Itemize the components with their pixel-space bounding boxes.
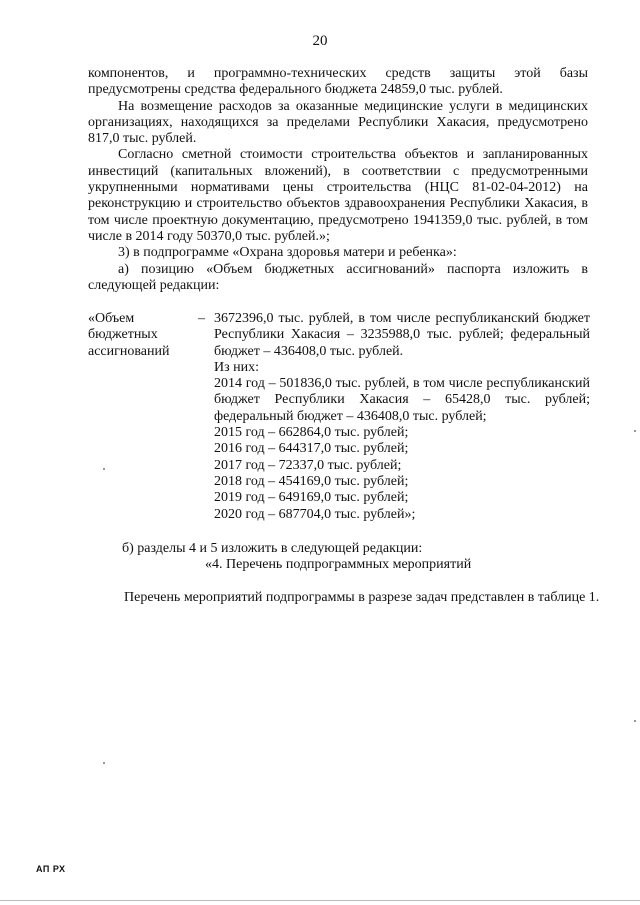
section-b-instruction: б) разделы 4 и 5 изложить в следующей редакции: [122,541,423,556]
paragraph-subprogram: 3) в подпрограмме «Охрана здоровья матери и ребенка»: [118,245,457,261]
passport-label-line: ассигнований [88,343,170,359]
passport-of-them: Из них: [214,359,260,375]
passport-dash: – [198,311,205,326]
table-reference: Перечень мероприятий подпрограммы в разрезе задач представлен в таблице 1. [124,590,600,605]
passport-label-line: бюджетных [88,327,158,343]
passport-year-2014: 2014 год – 501836,0 тыс. рублей, в том числе республиканский бюджет Республики Хакасия – 65428,0 тыс. рублей; федеральный бюджет – 436408,0 тыс. рублей; [214,376,590,424]
passport-year-item: 2016 год – 644317,0 тыс. рублей; [214,441,409,457]
passport-total: 3672396,0 тыс. рублей, в том числе республиканский бюджет Республики Хакасия – 3235988,0 тыс. рублей; федеральный бюджет – 436408,0 тыс. рублей. [214,311,590,359]
scan-speck [634,430,636,432]
paragraph-federal-funds: предусмотрены средства федерального бюджета 24859,0 тыс. рублей. [88,82,503,98]
paragraph-continuation: компонентов, и программно-технических средств защиты этой базы [88,66,588,81]
page-bottom-edge [0,900,640,901]
footer-mark: АП РХ [36,864,66,874]
passport-label [88,311,203,360]
passport-year-item: 2018 год – 454169,0 тыс. рублей; [214,473,409,489]
main-text [88,66,588,294]
paragraph-passport-position: а) позицию «Объем бюджетных ассигнований» паспорта изложить в следующей редакции: [88,261,588,293]
scan-speck [103,468,105,470]
page-number: 20 [312,33,328,49]
passport-label-line: «Объем [88,311,135,326]
scan-speck [103,762,105,764]
passport-year-item: 2019 год – 649169,0 тыс. рублей; [214,490,409,506]
passport-year-item: 2020 год – 687704,0 тыс. рублей»; [214,506,416,522]
passport-year-item: 2015 год – 662864,0 тыс. рублей; [214,425,409,441]
scan-speck [634,720,636,722]
passport-value [214,311,590,523]
section-title: «4. Перечень подпрограммных мероприятий [205,557,472,572]
paragraph-medical-services: На возмещение расходов за оказанные медицинские услуги в медицинских организациях, находящихся за пределами Республики Хакасия, предусмотрено 817,0 тыс. рублей. [88,98,588,147]
passport-year-item: 2017 год – 72337,0 тыс. рублей; [214,457,402,473]
paragraph-construction: Согласно сметной стоимости строительства объектов и запланированных инвестиций (капитальных вложений), в соответствии с предусмотренными укрупненными нормативами цены строительства (НЦС 81-02-04-2012) на реконструкцию и строительство объектов здравоохранения Республики Хакасия, в том числе проектную документацию, предусмотрено 1941359,0 тыс. рублей, в том числе в 2014 году 50370,0 тыс. рублей.»; [88,147,588,244]
